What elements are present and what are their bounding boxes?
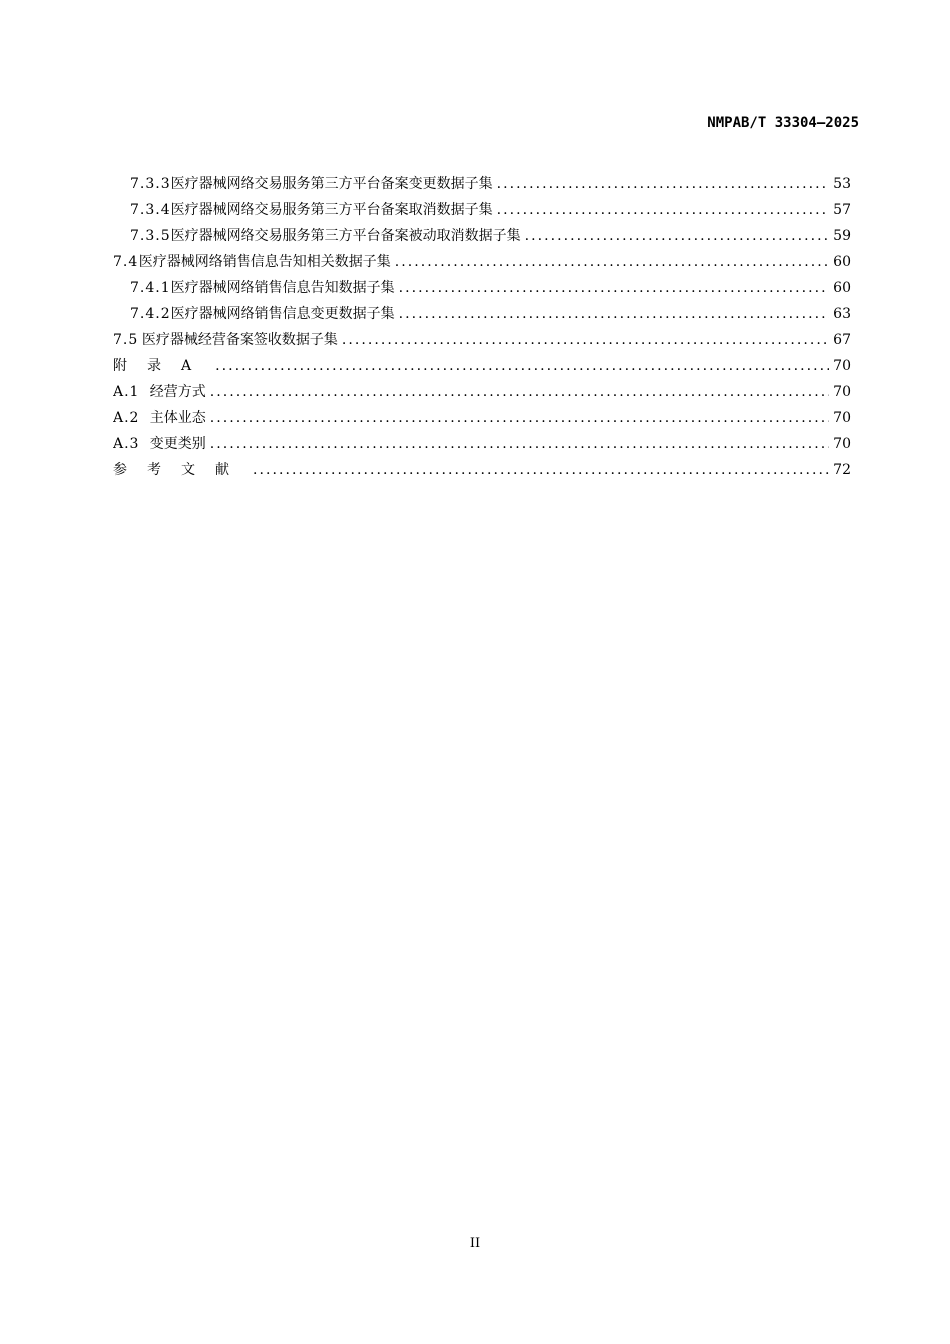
toc-page: 53 [833, 176, 851, 192]
toc-title: 主体业态 [149, 410, 206, 426]
toc-page: 67 [833, 332, 851, 348]
toc-leader [497, 171, 829, 197]
toc-leader [253, 457, 829, 483]
toc-leader [210, 379, 829, 405]
page-number: II [469, 1236, 481, 1251]
toc-entry-7-3-4[interactable] [113, 197, 851, 223]
toc-title: 参考文献 [113, 462, 249, 478]
toc-page: 59 [833, 228, 851, 244]
toc-title: 经营方式 [149, 384, 206, 400]
toc-title: 医疗器械网络交易服务第三方平台备案变更数据子集 [170, 176, 493, 192]
toc-leader [525, 223, 829, 249]
toc-page: 70 [833, 410, 851, 426]
toc-page: 63 [833, 306, 851, 322]
toc-entry-a-1[interactable] [113, 379, 851, 405]
toc-title: 附录A [113, 358, 212, 374]
toc-title: 变更类别 [149, 436, 206, 452]
toc-number: 7.4.2 [130, 306, 171, 322]
toc-title: 医疗器械网络销售信息告知数据子集 [170, 280, 395, 296]
toc-number: 7.5 [113, 332, 139, 348]
toc-page: 70 [833, 358, 851, 374]
toc-entry-7-4-1[interactable] [113, 275, 851, 301]
toc-entry-a-2[interactable] [113, 405, 851, 431]
toc-number: A.3 [113, 436, 140, 452]
toc-entry-a-3[interactable] [113, 431, 851, 457]
toc-entry-references[interactable] [113, 457, 851, 483]
toc-title: 医疗器械网络销售信息告知相关数据子集 [138, 254, 391, 270]
toc-leader [497, 197, 829, 223]
toc-leader [210, 405, 829, 431]
toc-page: 70 [833, 436, 851, 452]
toc-title: 医疗器械网络交易服务第三方平台备案取消数据子集 [170, 202, 493, 218]
toc-page: 60 [833, 254, 851, 270]
toc-number: 7.3.3 [130, 176, 171, 192]
toc-title: 医疗器械网络销售信息变更数据子集 [170, 306, 395, 322]
toc-number: 7.3.5 [130, 228, 171, 244]
toc-page: 57 [833, 202, 851, 218]
document-code: NMPAB/T 33304—2025 [707, 115, 859, 131]
toc-entry-7-4-2[interactable] [113, 301, 851, 327]
toc-number: A.2 [113, 410, 140, 426]
toc-title: 医疗器械经营备案签收数据子集 [141, 332, 338, 348]
toc-page: 60 [833, 280, 851, 296]
toc-number: A.1 [113, 384, 140, 400]
toc-entry-7-5[interactable] [113, 327, 851, 353]
toc-entry-7-3-3[interactable] [113, 171, 851, 197]
toc-leader [399, 301, 829, 327]
toc-number: 7.4 [113, 254, 139, 270]
toc-leader [399, 275, 829, 301]
toc-leader [395, 249, 829, 275]
toc-entry-7-4[interactable] [113, 249, 851, 275]
toc-number: 7.4.1 [130, 280, 171, 296]
toc-leader [215, 353, 829, 379]
toc-page: 70 [833, 384, 851, 400]
toc-leader [342, 327, 829, 353]
table-of-contents [113, 171, 851, 483]
toc-page: 72 [833, 462, 851, 478]
toc-entry-appendix-a[interactable] [113, 353, 851, 379]
toc-entry-7-3-5[interactable] [113, 223, 851, 249]
toc-leader [210, 431, 829, 457]
toc-title: 医疗器械网络交易服务第三方平台备案被动取消数据子集 [170, 228, 521, 244]
toc-number: 7.3.4 [130, 202, 171, 218]
